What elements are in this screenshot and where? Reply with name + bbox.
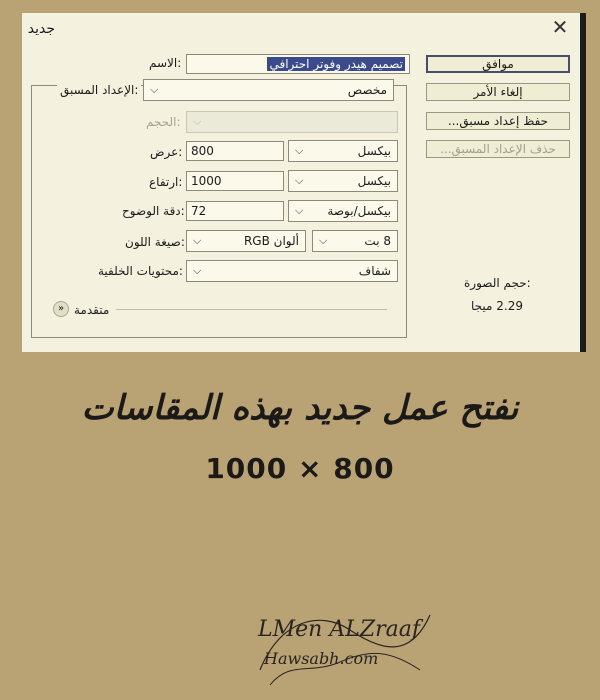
- chevron-down-icon: ⌵: [295, 174, 304, 187]
- signature-line1: LMen ALZraaf: [258, 617, 420, 642]
- signature-graphic: [230, 600, 450, 690]
- chevron-down-icon: ⌵: [193, 234, 202, 247]
- resolution-unit-select[interactable]: [288, 200, 398, 222]
- chevron-down-icon: ⌵: [150, 83, 159, 96]
- height-field[interactable]: 1000: [186, 171, 284, 191]
- size-label: :الحجم: [146, 115, 181, 129]
- preset-value: مخصص: [347, 83, 387, 97]
- delete-preset-button[interactable]: ...حذف الإعداد المسبق: [426, 140, 570, 158]
- resolution-label: :دقة الوضوح: [122, 204, 185, 218]
- signature-line2: Hawsabh.com: [264, 649, 379, 668]
- background-select[interactable]: [186, 260, 398, 282]
- signature-watermark: [230, 600, 450, 690]
- advanced-label[interactable]: متقدمة: [74, 303, 110, 317]
- chevron-down-icon: ⌵: [319, 234, 328, 247]
- image-size-value: 2.29 ميجا: [471, 299, 523, 313]
- chevron-down-icon: ⌵: [193, 264, 202, 277]
- color-mode-label: :صيغة اللون: [125, 235, 185, 249]
- save-preset-button[interactable]: ...حفظ إعداد مسبق: [426, 112, 570, 130]
- name-value: تصميم هيدر وفوتر احترافي: [269, 57, 403, 71]
- color-mode-select[interactable]: [186, 230, 306, 252]
- name-label: :الاسم: [149, 56, 182, 70]
- new-document-dialog: [22, 13, 585, 352]
- close-icon[interactable]: ✕: [551, 15, 569, 39]
- background-value: شفاف: [358, 264, 391, 278]
- color-mode-value: ألوان RGB: [243, 234, 299, 248]
- resolution-field[interactable]: 72: [186, 201, 284, 221]
- width-unit-value: بيكسل: [357, 144, 391, 158]
- dialog-edge: [580, 13, 586, 352]
- width-label: :عرض: [150, 145, 183, 159]
- preset-label: :الإعداد المسبق: [57, 83, 141, 97]
- chevron-down-icon: ⌵: [193, 115, 202, 128]
- background-label: :محتويات الخلفية: [98, 264, 183, 278]
- size-select[interactable]: [186, 111, 398, 133]
- chevron-down-icon: ⌵: [295, 144, 304, 157]
- height-label: :ارتفاع: [149, 175, 183, 189]
- caption-title: نفتح عمل جديد بهذه المقاسات: [81, 388, 519, 428]
- bit-depth-value: 8 بت: [364, 234, 391, 248]
- image-size-label: :حجم الصورة: [464, 276, 531, 290]
- caption-dimensions: 1000 × 800: [205, 452, 395, 485]
- cancel-button[interactable]: إلغاء الأمر: [426, 83, 570, 101]
- chevron-down-icon: ⌵: [295, 204, 304, 217]
- bit-depth-select[interactable]: [312, 230, 398, 252]
- width-unit-select[interactable]: [288, 140, 398, 162]
- height-unit-value: بيكسل: [357, 174, 391, 188]
- advanced-divider: [116, 309, 387, 310]
- resolution-unit-value: بيكسل/بوصة: [327, 204, 391, 218]
- width-field[interactable]: 800: [186, 141, 284, 161]
- expand-advanced-icon[interactable]: »: [53, 301, 69, 317]
- dialog-title: جديد: [27, 21, 55, 37]
- name-field[interactable]: [186, 54, 410, 74]
- ok-button[interactable]: موافق: [426, 55, 570, 73]
- height-unit-select[interactable]: [288, 170, 398, 192]
- preset-select[interactable]: [143, 79, 394, 101]
